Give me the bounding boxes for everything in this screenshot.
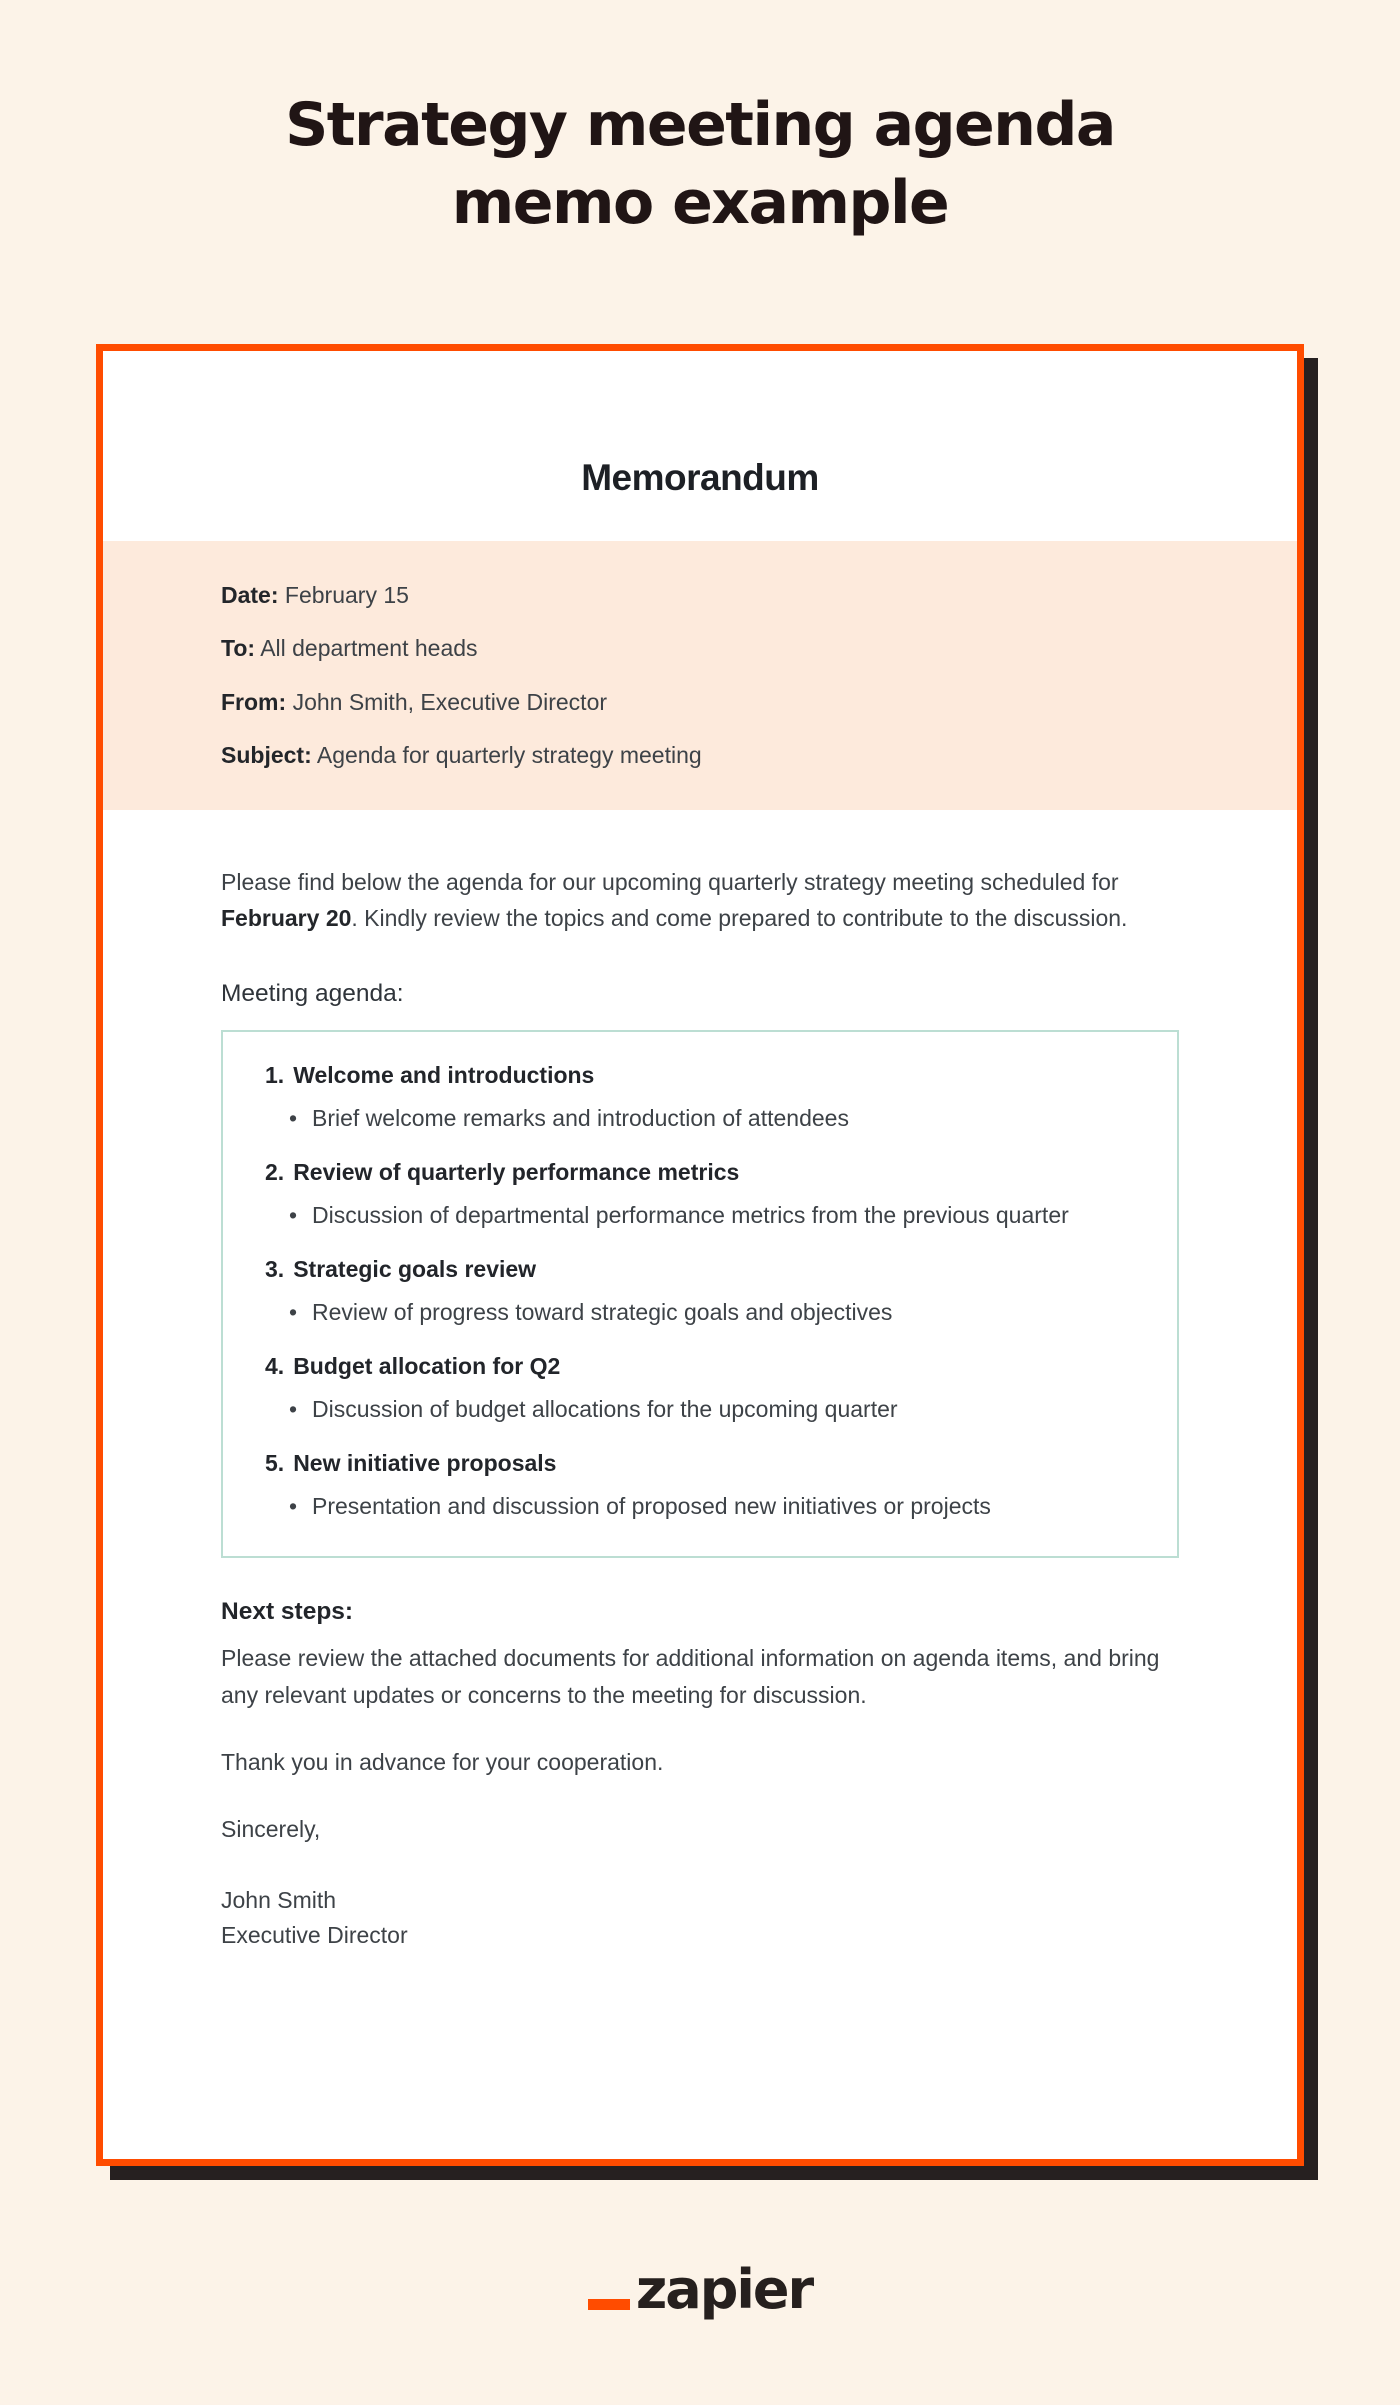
agenda-bullet: • Discussion of departmental performance metrics from the previous quarter — [265, 1197, 1137, 1234]
agenda-item-title-text: Welcome and introductions — [293, 1062, 595, 1089]
meta-row-date — [221, 583, 1179, 608]
signature-title: Executive Director — [221, 1922, 408, 1949]
logo-underscore-bar — [588, 2299, 630, 2310]
zapier-logo — [0, 2258, 1400, 2321]
agenda-bullet: • Presentation and discussion of proposed new initiatives or projects — [265, 1488, 1137, 1525]
meta-row-from — [221, 690, 1179, 715]
meta-value-from: John Smith, Executive Director — [292, 688, 608, 715]
agenda-item-5 — [265, 1450, 1137, 1525]
agenda-item-number: 1. — [265, 1062, 285, 1089]
meta-row-to — [221, 636, 1179, 661]
agenda-item-title — [265, 1450, 1137, 1477]
meta-value-subject: Agenda for quarterly strategy meeting — [316, 741, 702, 768]
meta-label-date: Date: — [221, 582, 279, 608]
memo-card — [96, 344, 1304, 2166]
page-title-line2: memo example — [451, 168, 949, 238]
meta-value-to: All department heads — [260, 635, 478, 662]
signature-name: John Smith — [221, 1886, 337, 1913]
agenda-label: Meeting agenda: — [221, 980, 404, 1008]
memo-meta-section — [103, 541, 1297, 810]
agenda-item-number: 2. — [265, 1159, 285, 1186]
agenda-item-title-text: Budget allocation for Q2 — [293, 1352, 561, 1379]
agenda-box — [221, 1030, 1179, 1558]
agenda-item-3 — [265, 1256, 1137, 1331]
thanks-paragraph: Thank you in advance for your cooperation. — [221, 1748, 664, 1775]
closing-line: Sincerely, — [221, 1815, 321, 1842]
agenda-bullet: • Brief welcome remarks and introduction of attendees — [265, 1100, 1137, 1137]
page-title-line1: Strategy meeting agenda — [285, 90, 1115, 160]
intro-text-after: . Kindly review the topics and come prepared to contribute to the discussion. — [351, 905, 1128, 932]
next-steps-paragraph: Please review the attached documents for additional information on agenda items, and bring any relevant updates or concerns to the meeting for discussion. — [221, 1645, 1160, 1708]
intro-text-before: Please find below the agenda for our upcoming quarterly strategy meeting scheduled for — [221, 869, 1119, 896]
agenda-item-title — [265, 1062, 1137, 1089]
intro-bold-date: February 20 — [221, 905, 352, 932]
next-steps-heading: Next steps: — [221, 1598, 354, 1626]
agenda-item-1 — [265, 1062, 1137, 1137]
agenda-item-title-text: Strategic goals review — [293, 1256, 537, 1282]
meta-label-subject: Subject: — [221, 741, 312, 768]
agenda-item-title — [265, 1159, 1137, 1186]
page-title — [0, 0, 1400, 242]
agenda-item-2 — [265, 1159, 1137, 1234]
meta-label-from: From: — [221, 688, 287, 715]
agenda-item-title — [265, 1256, 1137, 1283]
meta-value-date: February 15 — [284, 582, 409, 608]
agenda-item-4 — [265, 1353, 1137, 1428]
meta-row-subject — [221, 743, 1179, 768]
memo-body — [103, 810, 1297, 1954]
agenda-item-number: 3. — [265, 1256, 285, 1282]
agenda-item-title — [265, 1353, 1137, 1380]
meta-label-to: To: — [221, 635, 256, 662]
memo-heading: Memorandum — [581, 457, 819, 498]
agenda-bullet: • Discussion of budget allocations for the upcoming quarter — [265, 1391, 1137, 1428]
agenda-item-title-text: New initiative proposals — [293, 1449, 557, 1476]
agenda-item-number: 5. — [265, 1449, 285, 1476]
agenda-item-title-text: Review of quarterly performance metrics — [293, 1159, 740, 1186]
signature-block — [221, 1883, 1179, 1954]
agenda-item-number: 4. — [265, 1352, 285, 1379]
intro-paragraph — [221, 864, 1179, 936]
agenda-bullet: • Review of progress toward strategic goals and objectives — [265, 1294, 1137, 1331]
logo-text: zapier — [635, 2258, 813, 2321]
